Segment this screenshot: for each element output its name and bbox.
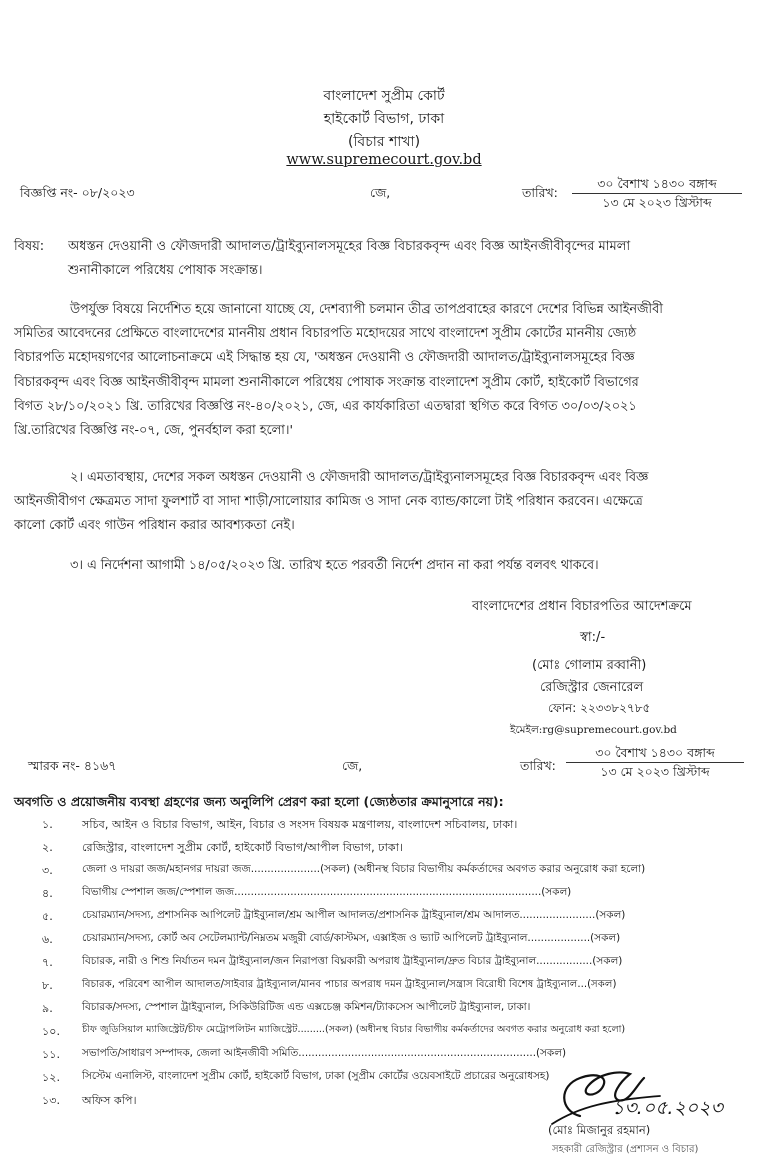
notice-date-bangla: ৩০ বৈশাখ ১৪৩০ বঙ্গাব্দ — [597, 176, 717, 191]
list-item — [0, 908, 768, 928]
subject-label: বিষয়: — [14, 239, 45, 254]
list-item-number: ৮. — [42, 979, 53, 992]
signatory-phone: ফোন: ২২৩৩৮২৭৮৫ — [548, 701, 651, 715]
para2-line: ২। এমতাবস্থায়, দেশের সকল অধস্তন দেওয়ানী ও ফৌজদারী আদালত/ট্রাইব্যুনালসমূহের বিজ্ঞ বিচারকবৃন্দ এবং বিজ্ঞ — [70, 470, 649, 485]
para3-line: ৩। এ নির্দেশনা আগামী ১৪/০৫/২০২৩ খ্রি. তারিখ হতে পরবর্তী নির্দেশ প্রদান না করা পর্যন্ত বলবৎ থাকবে। — [70, 558, 599, 573]
list-item-number: ৪. — [42, 887, 53, 900]
list-item — [0, 885, 768, 905]
list-item — [0, 954, 768, 974]
list-item-number: ১২. — [42, 1071, 61, 1084]
subject-line-1: অধস্তন দেওয়ানী ও ফৌজদারী আদালত/ট্রাইব্যুনালসমূহের বিজ্ঞ বিচারকবৃন্দ এবং বিজ্ঞ আইনজীবীবৃন্দের মামলা — [68, 239, 631, 254]
section-name: (বিচার শাখা) — [347, 134, 421, 150]
list-item-number: ১. — [42, 818, 53, 831]
list-item-text: জেলা ও দায়রা জজ/মহানগর দায়রা জজ.....................(সকল) (অধীনস্থ বিচার বিভাগীয় কর্মকর্তাদের অবগত করার অনুরোধ করা হলো) — [82, 863, 646, 875]
memo-date-bangla: ৩০ বৈশাখ ১৪৩০ বঙ্গাব্দ — [595, 745, 715, 760]
paragraph-2 — [14, 466, 754, 539]
list-item-text: সচিব, আইন ও বিচার বিভাগ, আইন, বিচার ও সংসদ বিষয়ক মন্ত্রণালয়, বাংলাদেশ সচিবালয়, ঢাকা। — [82, 818, 518, 831]
notice-date-label: তারিখ: — [522, 185, 558, 200]
signed-mark: স্বা:/- — [580, 630, 606, 645]
list-item-text: বিচারক, নারী ও শিশু নির্যাতন দমন ট্রাইব্যুনাল/জন নিরাপত্তা বিঘ্নকারী অপরাধ ট্রাইব্যুনাল/দ্রুত বিচার ট্রাইব্যুনাল.................(সকল) — [82, 955, 623, 967]
list-item-text: সিস্টেম এনালিস্ট, বাংলাদেশ সুপ্রীম কোর্ট, হাইকোর্ট বিভাগ, ঢাকা (সুপ্রীম কোর্টের ওয়েবসাইটে প্রচারের অনুরোধসহ) — [82, 1070, 550, 1082]
list-item-number: ১৩. — [42, 1094, 61, 1107]
para2-line: আইনজীবীগণ ক্ষেত্রমত সাদা ফুলশার্ট বা সাদা শাড়ী/সালোয়ার কামিজ ও সাদা নেক ব্যান্ড/কালো টাই পরিধান করবেন। এক্ষেত্রে — [14, 494, 643, 510]
paragraph-3 — [14, 554, 754, 578]
list-item-number: ৩. — [42, 864, 53, 877]
para1-line: বিচারপতি মহোদয়গণের আলোচনাক্রমে এই সিদ্ধান্ত হয় যে, 'অধস্তন দেওয়ানী ও ফৌজদারী আদালত/ট্রাইব্যুনালসমূহের বিজ্ঞ — [14, 350, 635, 366]
list-item-number: ৭. — [42, 956, 53, 969]
list-item — [0, 862, 768, 882]
list-item-text: বিচারক, পরিবেশ আপীল আদালত/সাইবার ট্রাইব্যুনাল/মানব পাচার অপরাধ দমন ট্রাইব্যুনাল/সন্ত্রাস বিরোধী বিশেষ ট্রাইব্যুনাল...(সকল) — [82, 979, 617, 990]
list-item-number: ১১. — [42, 1048, 61, 1061]
para1-line: খ্রি.তারিখের বিজ্ঞপ্তি নং-০৭, জে, পুনর্বহাল করা হলো।' — [14, 423, 293, 439]
list-item — [0, 1000, 768, 1020]
list-item-number: ২. — [42, 841, 53, 854]
memo-ref-suffix: জে, — [342, 758, 363, 773]
signature-designation: সহকারী রেজিস্ট্রার (প্রশাসন ও বিচার) — [552, 1144, 699, 1155]
para1-line: উপর্যুক্ত বিষয়ে নির্দেশিত হয়ে জানানো যাচ্ছে যে, দেশব্যাপী চলমান তীব্র তাপপ্রবাহের কারণে দেশের বিভিন্ন আইনজীবী — [70, 302, 663, 317]
notice-ref: বিজ্ঞপ্তি নং- ০৮/২০২৩ — [20, 185, 135, 200]
list-item-number: ৬. — [42, 933, 53, 946]
list-item-text: বিভাগীয় স্পেশাল জজ/স্পেশাল জজ.............................................................................................(সকল) — [82, 886, 572, 898]
memo-date-label: তারিখ: — [520, 758, 556, 773]
list-item-number: ৫. — [42, 910, 53, 923]
signature-name: (মোঃ মিজানুর রহমান) — [548, 1123, 651, 1137]
para2-line: কালো কোর্ট এবং গাউন পরিধান করার আবশ্যকতা নেই। — [14, 518, 295, 534]
signature-date: ১৩.০৫.২০২৩ — [612, 1097, 723, 1119]
list-item — [0, 1023, 768, 1043]
memo-date — [566, 744, 744, 781]
memo-date-gregorian: ১৩ মে ২০২৩ খ্রিস্টাব্দ — [600, 764, 710, 779]
paragraph-1 — [14, 298, 754, 443]
list-item — [0, 839, 768, 859]
order-line: বাংলাদেশের প্রধান বিচারপতির আদেশক্রমে — [472, 599, 692, 614]
list-item-text: চেয়ারম্যান/সদস্য, প্রশাসনিক আপিলেট ট্রাইব্যুনাল/শ্রম আপীল আদালত/প্রশাসনিক ট্রাইব্যুনাল/শ্রম আদালত.......................(সকল) — [82, 909, 626, 921]
handwritten-signature — [540, 1056, 760, 1128]
para1-line: বিগত ২৮/১০/২০২১ খ্রি. তারিখের বিজ্ঞপ্তি নং-৪০/২০২১, জে, এর কার্যকারিতা এতদ্বারা স্থগিত করে বিগত ৩০/০৩/২০২১ — [14, 398, 637, 414]
signature-scribble-icon — [540, 1056, 760, 1128]
list-item-text: সভাপতি/সাধারণ সম্পাদক, জেলা আইনজীবী সমিতি........................................................................(সকল) — [82, 1047, 566, 1059]
para1-line: সমিতির আবেদনের প্রেক্ষিতে বাংলাদেশের মাননীয় প্রধান বিচারপতি মহোদয়ের সাথে বাংলাদেশ সুপ্রীম কোর্টের মাননীয় জ্যেষ্ঠ — [14, 326, 637, 342]
list-item-text: অফিস কপি। — [82, 1094, 137, 1107]
court-name: বাংলাদেশ সুপ্রীম কোর্ট — [323, 88, 445, 104]
notice-ref-suffix: জে, — [370, 185, 391, 200]
list-item-text: চেয়ারম্যান/সদস্য, কোর্ট অব সেটেলম্যান্ট/নিম্নতম মজুরী বোর্ড/কাস্টমস, এক্সাইজ ও ভ্যাট আপিলেট ট্রাইব্যুনাল...................(সকল) — [82, 932, 621, 944]
list-item — [0, 977, 768, 997]
list-item-number: ১০. — [42, 1025, 61, 1038]
list-item — [0, 816, 768, 836]
signatory-email[interactable]: ইমেইল:rg@supremecourt.gov.bd — [510, 724, 677, 736]
notice-date — [572, 175, 742, 212]
list-item-text: রেজিস্ট্রার, বাংলাদেশ সুপ্রীম কোর্ট, হাইকোর্ট বিভাগ/আপীল বিভাগ, ঢাকা। — [82, 841, 403, 854]
list-item-text: বিচারক/সদস্য, স্পেশাল ট্রাইব্যুনাল, সিকিউরিটিজ এন্ড এক্সচেঞ্জ কমিশন/ট্যাকসেস আপীলেট ট্রাইব্যুনাল, ঢাকা। — [82, 1001, 531, 1013]
list-item-number: ৯. — [42, 1002, 53, 1015]
para1-line: বিচারকবৃন্দ এবং বিজ্ঞ আইনজীবীবৃন্দ মামলা শুনানীকালে পরিধেয় পোষাক সংক্রান্ত বাংলাদেশ সুপ্রীম কোর্ট, হাইকোর্ট বিভাগের — [14, 374, 639, 390]
list-item — [0, 931, 768, 951]
distribution-heading: অবগতি ও প্রয়োজনীয় ব্যবস্থা গ্রহণের জন্য অনুলিপি প্রেরণ করা হলো (জ্যেষ্ঠতার ক্রমানুসারে নয়): — [14, 794, 504, 809]
list-item-text: চীফ জুডিসিয়াল ম্যাজিস্ট্রেট/চীফ মেট্রোপলিটন ম্যাজিস্ট্রেট.........(সকল) (অধীনস্থ বিচার বিভাগীয় কর্মকর্তাদের অবগত করার অনুরোধ করা হলো) — [82, 1024, 626, 1035]
subject-line-2: শুনানীকালে পরিধেয় পোষাক সংক্রান্ত। — [68, 263, 263, 278]
memo-ref: স্মারক নং- ৪১৬৭ — [28, 758, 117, 773]
website-link[interactable]: www.supremecourt.gov.bd — [286, 152, 482, 168]
signatory-designation: রেজিস্ট্রার জেনারেল — [540, 680, 644, 695]
signatory-name: (মোঃ গোলাম রব্বানী) — [532, 658, 647, 673]
notice-date-gregorian: ১৩ মে ২০২৩ খ্রিস্টাব্দ — [602, 195, 712, 210]
division-name: হাইকোর্ট বিভাগ, ঢাকা — [323, 111, 445, 127]
